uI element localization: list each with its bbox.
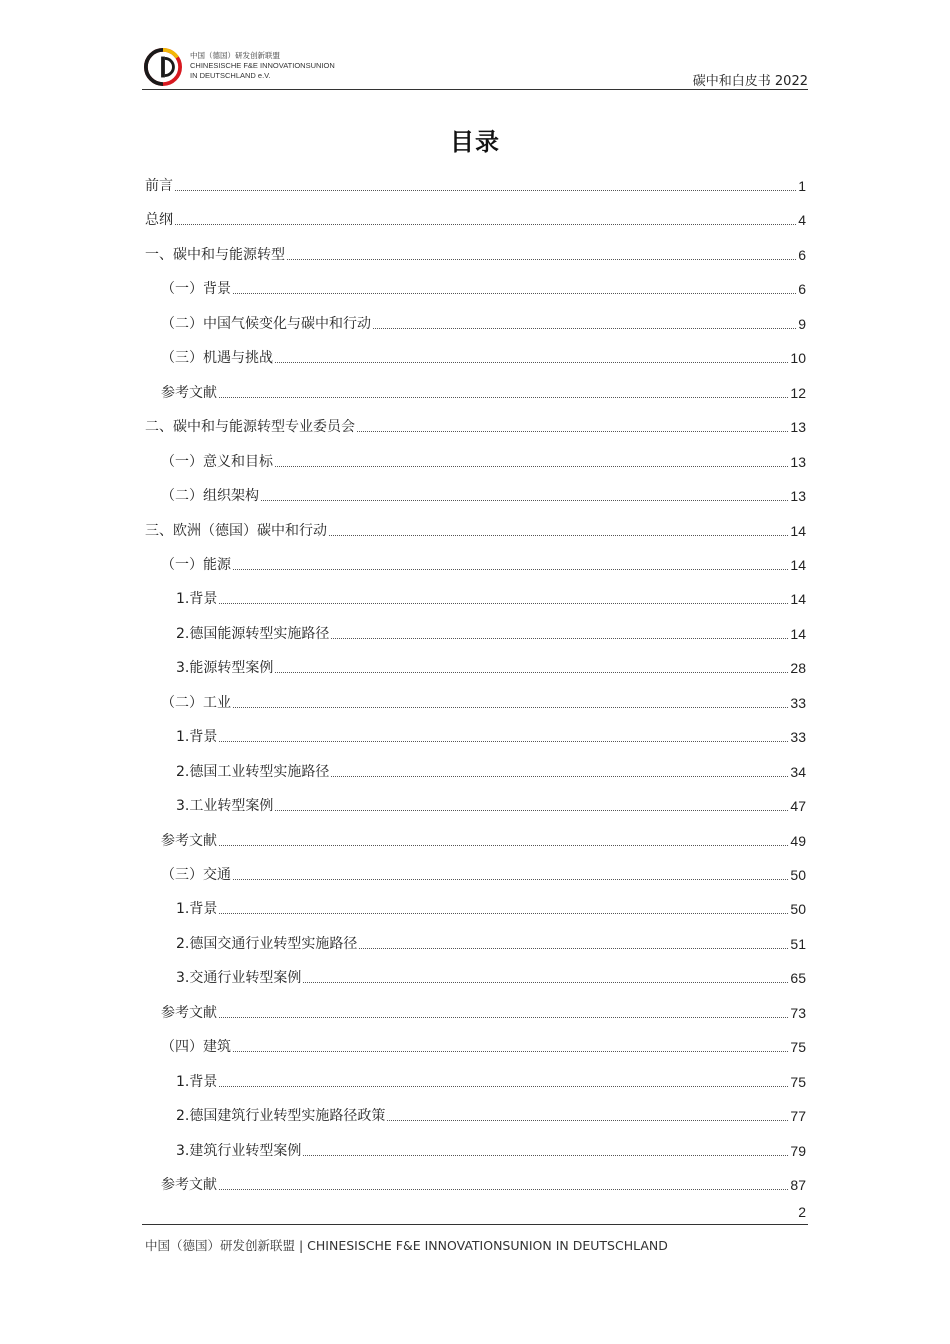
logo-line-german-2: IN DEUTSCHLAND e.V. bbox=[190, 71, 271, 80]
toc-entry-label: 参考文献 bbox=[161, 832, 217, 849]
toc-entry-page: 33 bbox=[790, 729, 806, 746]
toc-entry[interactable] bbox=[161, 314, 806, 334]
toc-entry-label: 3.工业转型案例 bbox=[176, 798, 274, 815]
toc-entry[interactable] bbox=[145, 210, 806, 230]
toc-entry-page: 13 bbox=[790, 419, 806, 436]
toc-entry-page: 14 bbox=[790, 556, 806, 573]
toc-entry[interactable] bbox=[176, 658, 806, 678]
toc-dot-leader bbox=[219, 1086, 788, 1087]
toc-entry-label: 参考文献 bbox=[161, 384, 217, 401]
toc-entry[interactable] bbox=[161, 1003, 806, 1023]
toc-entry-page: 79 bbox=[790, 1142, 806, 1159]
toc-entry-page: 73 bbox=[790, 1004, 806, 1021]
footer-text: 中国（德国）研发创新联盟 | CHINESISCHE F&E INNOVATIONSUNION IN DEUTSCHLAND bbox=[145, 1238, 668, 1253]
toc-dot-leader bbox=[275, 466, 788, 467]
toc-entry-page: 50 bbox=[790, 867, 806, 883]
toc-entry-label: 2.德国工业转型实施路径 bbox=[176, 763, 330, 780]
toc-entry-label: 2.德国建筑行业转型实施路径政策 bbox=[176, 1108, 386, 1125]
toc-entry[interactable] bbox=[145, 245, 806, 265]
toc-dot-leader bbox=[219, 1017, 788, 1018]
toc-entry[interactable] bbox=[161, 486, 806, 506]
toc-dot-leader bbox=[175, 224, 796, 225]
toc-entry-page: 33 bbox=[790, 694, 806, 711]
toc-entry-label: 1.背景 bbox=[176, 729, 218, 746]
toc-entry-page: 47 bbox=[790, 798, 806, 815]
toc-entry[interactable] bbox=[145, 176, 806, 196]
toc-entry-label: （三）交通 bbox=[161, 867, 231, 883]
toc-dot-leader bbox=[233, 293, 796, 294]
toc-entry-page: 13 bbox=[790, 488, 806, 505]
toc-entry-page: 6 bbox=[798, 246, 806, 263]
toc-dot-leader bbox=[373, 328, 796, 329]
toc-entry-page: 34 bbox=[790, 763, 806, 780]
toc-entry[interactable] bbox=[176, 1141, 806, 1161]
toc-entry-label: 一、碳中和与能源转型 bbox=[145, 246, 285, 263]
toc-entry-page: 49 bbox=[790, 832, 806, 849]
toc-entry[interactable] bbox=[161, 1175, 806, 1195]
toc-entry-label: （一）意义和目标 bbox=[161, 453, 273, 470]
toc-entry[interactable] bbox=[161, 693, 806, 713]
toc-entry-label: 3.交通行业转型案例 bbox=[176, 970, 302, 987]
toc-entry-page: 75 bbox=[790, 1073, 806, 1090]
toc-entry-label: 三、欧洲（德国）碳中和行动 bbox=[145, 522, 327, 539]
toc-entry-label: （一）能源 bbox=[161, 556, 231, 573]
toc-dot-leader bbox=[275, 672, 788, 673]
toc-entry-page: 9 bbox=[798, 315, 806, 332]
toc-dot-leader bbox=[359, 948, 788, 949]
toc-entry[interactable] bbox=[176, 727, 806, 747]
footer-divider bbox=[142, 1224, 808, 1225]
toc-dot-leader bbox=[219, 397, 788, 398]
toc-entry-label: （一）背景 bbox=[161, 281, 231, 298]
toc-entry-label: 3.能源转型案例 bbox=[176, 660, 274, 677]
toc-entry[interactable] bbox=[176, 934, 806, 954]
toc-entry-label: （三）机遇与挑战 bbox=[161, 350, 273, 367]
toc-dot-leader bbox=[331, 776, 788, 777]
toc-entry-page: 14 bbox=[790, 591, 806, 608]
toc-dot-leader bbox=[261, 500, 788, 501]
toc-entry-page: 6 bbox=[798, 281, 806, 298]
toc-entry[interactable] bbox=[176, 796, 806, 816]
logo-line-german-1: CHINESISCHE F&E INNOVATIONSUNION bbox=[190, 61, 335, 70]
page-number: 2 bbox=[798, 1204, 806, 1220]
toc-entry[interactable] bbox=[145, 417, 806, 437]
toc-dot-leader bbox=[387, 1120, 788, 1121]
toc-entry[interactable] bbox=[161, 865, 806, 885]
toc-dot-leader bbox=[233, 569, 788, 570]
toc-entry[interactable] bbox=[176, 1072, 806, 1092]
toc-entry-label: 参考文献 bbox=[161, 1177, 217, 1194]
toc-dot-leader bbox=[219, 913, 788, 914]
toc-entry-label: 2.德国交通行业转型实施路径 bbox=[176, 935, 358, 952]
toc-entry-page: 10 bbox=[790, 350, 806, 367]
toc-entry[interactable] bbox=[161, 555, 806, 575]
toc-entry-label: 二、碳中和与能源转型专业委员会 bbox=[145, 419, 355, 436]
toc-entry-page: 75 bbox=[790, 1039, 806, 1056]
toc-entry-page: 51 bbox=[790, 935, 806, 952]
toc-entry-page: 65 bbox=[790, 970, 806, 987]
toc-entry[interactable] bbox=[176, 762, 806, 782]
toc-dot-leader bbox=[287, 259, 796, 260]
toc-entry[interactable] bbox=[176, 624, 806, 644]
toc-entry-page: 87 bbox=[790, 1177, 806, 1194]
toc-entry[interactable] bbox=[176, 968, 806, 988]
toc-dot-leader bbox=[219, 741, 788, 742]
toc-entry-label: 3.建筑行业转型案例 bbox=[176, 1142, 302, 1159]
toc-entry-label: 2.德国能源转型实施路径 bbox=[176, 625, 330, 642]
toc-entry-page: 28 bbox=[790, 660, 806, 677]
toc-entry-label: （二）中国气候变化与碳中和行动 bbox=[161, 315, 371, 332]
toc-entry-label: 1.背景 bbox=[176, 901, 218, 918]
toc-entry-label: 1.背景 bbox=[176, 1073, 218, 1090]
toc-entry-label: （四）建筑 bbox=[161, 1039, 231, 1056]
toc-entry-page: 14 bbox=[790, 522, 806, 539]
toc-entry[interactable] bbox=[176, 589, 806, 609]
toc-dot-leader bbox=[275, 362, 788, 363]
toc-entry-label: 参考文献 bbox=[161, 1004, 217, 1021]
toc-dot-leader bbox=[357, 431, 788, 432]
toc-dot-leader bbox=[303, 982, 788, 983]
toc-entry-label: 1.背景 bbox=[176, 591, 218, 608]
toc-dot-leader bbox=[233, 707, 788, 708]
toc-entry-page: 14 bbox=[790, 625, 806, 642]
toc-entry-label: 前言 bbox=[145, 178, 173, 194]
logo-line-chinese: 中国（德国）研发创新联盟 bbox=[190, 51, 280, 60]
toc-entry-page: 13 bbox=[790, 453, 806, 470]
toc-entry-label: （二）组织架构 bbox=[161, 488, 259, 505]
toc-entry[interactable] bbox=[145, 521, 806, 541]
toc-entry-page: 4 bbox=[798, 212, 806, 229]
toc-dot-leader bbox=[219, 1189, 788, 1190]
toc-entry[interactable] bbox=[161, 831, 806, 851]
toc-entry-page: 1 bbox=[798, 178, 806, 194]
page-title: 目录 bbox=[450, 128, 500, 156]
toc-dot-leader bbox=[233, 1051, 788, 1052]
toc-dot-leader bbox=[219, 845, 788, 846]
toc-entry-label: （二）工业 bbox=[161, 694, 231, 711]
toc-entry[interactable] bbox=[176, 899, 806, 919]
document-title: 碳中和白皮书 2022 bbox=[692, 74, 808, 89]
toc-dot-leader bbox=[219, 603, 788, 604]
toc-entry-page: 77 bbox=[790, 1108, 806, 1125]
toc-dot-leader bbox=[329, 535, 788, 536]
toc-dot-leader bbox=[233, 879, 788, 880]
toc-entry[interactable] bbox=[161, 279, 806, 299]
toc-entry-page: 50 bbox=[790, 901, 806, 918]
toc-dot-leader bbox=[175, 190, 796, 191]
toc-dot-leader bbox=[275, 810, 788, 811]
toc-dot-leader bbox=[331, 638, 788, 639]
toc-entry[interactable] bbox=[161, 1037, 806, 1057]
toc-dot-leader bbox=[303, 1155, 788, 1156]
toc-entry[interactable] bbox=[176, 1106, 806, 1126]
toc-entry[interactable] bbox=[161, 348, 806, 368]
toc-entry[interactable] bbox=[161, 383, 806, 403]
toc-entry-label: 总纲 bbox=[145, 212, 173, 229]
toc-entry-page: 12 bbox=[790, 384, 806, 401]
toc-entry[interactable] bbox=[161, 452, 806, 472]
